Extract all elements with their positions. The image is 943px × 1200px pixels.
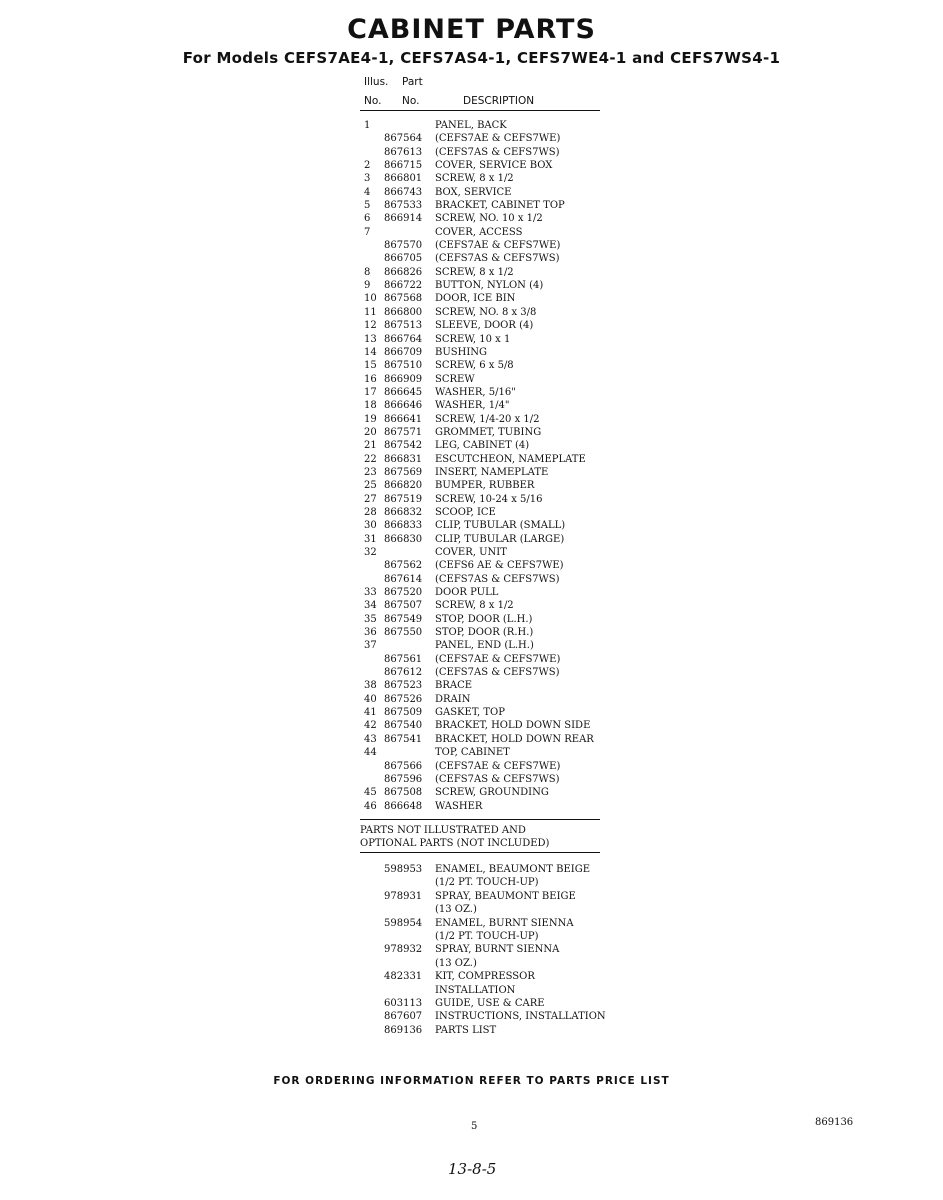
table-row (362, 747, 622, 760)
header-description: DESCRIPTION (463, 95, 535, 107)
illus-no: 41 (364, 707, 377, 719)
illus-no: 8 (364, 266, 371, 278)
part-no: 866641 (384, 413, 423, 425)
optional-row (362, 944, 642, 957)
part-no: 867561 (384, 653, 423, 665)
illus-no: 38 (364, 680, 377, 692)
table-row (362, 307, 622, 320)
table-row (362, 253, 622, 266)
part-description: ESCUTCHEON, NAMEPLATE (435, 453, 586, 465)
optional-heading-line: OPTIONAL PARTS (NOT INCLUDED) (360, 838, 550, 849)
table-row (362, 627, 622, 640)
part-no: 867571 (384, 426, 423, 438)
part-no: 867612 (384, 667, 423, 679)
illus-no: 36 (364, 627, 377, 639)
part-description: (1/2 PT. TOUCH-UP) (435, 930, 539, 942)
part-description: SPRAY, BURNT SIENNA (435, 944, 560, 956)
optional-row (362, 1025, 642, 1038)
illus-no: 35 (364, 613, 377, 625)
optional-heading-line: PARTS NOT ILLUSTRATED AND (360, 825, 526, 836)
table-row (362, 680, 622, 693)
table-row (362, 427, 622, 440)
part-description: TOP, CABINET (435, 747, 510, 759)
part-no: 867510 (384, 360, 423, 372)
part-description: (CEFS7AS & CEFS7WS) (435, 253, 560, 265)
part-no: 867614 (384, 573, 423, 585)
illus-no: 10 (364, 293, 377, 305)
optional-row (362, 971, 642, 984)
table-row (362, 320, 622, 333)
part-no: 866826 (384, 266, 423, 278)
part-description: COVER, SERVICE BOX (435, 160, 553, 172)
page-title: CABINET PARTS (347, 14, 596, 45)
part-no: 866764 (384, 333, 423, 345)
optional-row (362, 931, 642, 944)
optional-parts-list (362, 864, 642, 1038)
part-no: 598954 (384, 917, 423, 929)
part-description: WASHER (435, 800, 483, 812)
optional-row (362, 864, 642, 877)
table-row (362, 213, 622, 226)
illus-no: 21 (364, 440, 377, 452)
illus-no: 31 (364, 533, 377, 545)
part-no: 866909 (384, 373, 423, 385)
part-description: (CEFS7AS & CEFS7WS) (435, 573, 560, 585)
table-row (362, 520, 622, 533)
optional-rule (360, 852, 600, 853)
table-row (362, 707, 622, 720)
optional-row (362, 998, 642, 1011)
part-no: 482331 (384, 971, 423, 983)
illus-no: 33 (364, 587, 377, 599)
part-description: SCREW (435, 373, 475, 385)
part-description: INSTALLATION (435, 984, 516, 996)
table-row (362, 240, 622, 253)
table-row (362, 534, 622, 547)
page-number: 5 (471, 1121, 478, 1132)
part-description: BRACE (435, 680, 473, 692)
illus-no: 34 (364, 600, 377, 612)
part-description: (CEFS7AS & CEFS7WS) (435, 146, 560, 158)
part-description: SCREW, 10 x 1 (435, 333, 511, 345)
illus-no: 28 (364, 506, 377, 518)
document-number: 869136 (815, 1117, 854, 1128)
illus-no: 5 (364, 200, 371, 212)
optional-row (362, 891, 642, 904)
optional-row (362, 904, 642, 917)
table-row (362, 787, 622, 800)
illus-no: 45 (364, 787, 377, 799)
section-rule (360, 819, 600, 820)
part-description: INSERT, NAMEPLATE (435, 466, 549, 478)
part-description: SCREW, 6 x 5/8 (435, 360, 514, 372)
part-description: SPRAY, BEAUMONT BEIGE (435, 890, 576, 902)
table-row (362, 160, 622, 173)
part-description: GUIDE, USE & CARE (435, 997, 545, 1009)
table-row (362, 467, 622, 480)
table-row (362, 654, 622, 667)
table-row (362, 387, 622, 400)
part-no: 866743 (384, 186, 423, 198)
part-description: WASHER, 5/16" (435, 386, 516, 398)
table-row (362, 720, 622, 733)
part-description: ENAMEL, BURNT SIENNA (435, 917, 574, 929)
illus-no: 16 (364, 373, 377, 385)
part-no: 867568 (384, 293, 423, 305)
part-no: 866831 (384, 453, 423, 465)
part-no: 866648 (384, 800, 423, 812)
table-row (362, 360, 622, 373)
part-description: BUTTON, NYLON (4) (435, 280, 544, 292)
page-subtitle: For Models CEFS7AE4-1, CEFS7AS4-1, CEFS7WE4-1 and CEFS7WS4-1 (182, 49, 781, 67)
illus-no: 44 (364, 747, 377, 759)
part-description: SCREW, NO. 8 x 3/8 (435, 306, 537, 318)
part-no: 867541 (384, 733, 423, 745)
table-row (362, 600, 622, 613)
illus-no: 32 (364, 547, 377, 558)
part-description: KIT, COMPRESSOR (435, 971, 535, 983)
part-description: DRAIN (435, 693, 471, 705)
part-no: 867509 (384, 707, 423, 719)
part-no: 866709 (384, 346, 423, 358)
handwritten-note: 13-8-5 (448, 1160, 497, 1178)
part-no: 867519 (384, 493, 423, 505)
illus-no: 14 (364, 346, 377, 358)
part-description: BRACKET, CABINET TOP (435, 200, 565, 212)
part-description: BUSHING (435, 346, 488, 358)
table-row (362, 694, 622, 707)
part-description: BUMPER, RUBBER (435, 480, 535, 492)
illus-no: 9 (364, 280, 371, 292)
table-row (362, 293, 622, 306)
illus-no: 27 (364, 493, 377, 505)
part-no: 867562 (384, 560, 423, 572)
part-no: 866705 (384, 253, 423, 265)
table-row (362, 227, 622, 240)
table-row (362, 173, 622, 186)
part-description: DOOR, ICE BIN (435, 293, 516, 305)
part-no: 867520 (384, 587, 423, 599)
part-description: (CEFS7AE & CEFS7WE) (435, 133, 561, 145)
illus-no: 12 (364, 320, 377, 332)
part-no: 866914 (384, 213, 423, 225)
table-row (362, 267, 622, 280)
table-row (362, 147, 622, 160)
part-description: STOP, DOOR (R.H.) (435, 627, 534, 639)
parts-list (362, 120, 622, 814)
part-description: LEG, CABINET (4) (435, 440, 530, 452)
illus-no: 25 (364, 480, 377, 492)
part-no: 867542 (384, 440, 423, 452)
table-row (362, 761, 622, 774)
part-description: (CEFS7AE & CEFS7WE) (435, 760, 561, 772)
part-description: SCREW, GROUNDING (435, 787, 549, 799)
optional-heading (360, 824, 549, 850)
illus-no: 4 (364, 186, 371, 198)
table-row (362, 347, 622, 360)
part-no: 866645 (384, 386, 423, 398)
optional-row (362, 1011, 642, 1024)
part-description: SCREW, NO. 10 x 1/2 (435, 213, 543, 225)
table-row (362, 133, 622, 146)
header-no-illus: No. (364, 95, 382, 107)
illus-no: 19 (364, 413, 377, 425)
illus-no: 46 (364, 800, 377, 812)
illus-no: 6 (364, 213, 371, 225)
part-description: BRACKET, HOLD DOWN SIDE (435, 720, 591, 732)
optional-row (362, 877, 642, 890)
illus-no: 18 (364, 400, 377, 412)
illus-no: 30 (364, 520, 377, 532)
part-no: 978932 (384, 944, 423, 956)
part-description: (CEFS7AE & CEFS7WE) (435, 653, 561, 665)
part-no: 866800 (384, 306, 423, 318)
part-no: 866722 (384, 280, 423, 292)
part-description: SCREW, 8 x 1/2 (435, 173, 514, 185)
part-no: 867569 (384, 466, 423, 478)
table-row (362, 400, 622, 413)
table-row (362, 187, 622, 200)
header-illus: Illus. (364, 76, 389, 88)
table-row (362, 334, 622, 347)
illus-no: 22 (364, 453, 377, 465)
part-description: COVER, ACCESS (435, 226, 523, 238)
part-description: (13 OZ.) (435, 957, 477, 969)
part-no: 867508 (384, 787, 423, 799)
part-no: 603113 (384, 997, 423, 1009)
part-description: STOP, DOOR (L.H.) (435, 613, 533, 625)
part-description: (CEFS6 AE & CEFS7WE) (435, 560, 564, 572)
table-row (362, 734, 622, 747)
part-description: SCREW, 8 x 1/2 (435, 266, 514, 278)
part-no: 866833 (384, 520, 423, 532)
part-no: 867533 (384, 200, 423, 212)
part-description: GASKET, TOP (435, 707, 505, 719)
part-no: 867549 (384, 613, 423, 625)
part-no: 978931 (384, 890, 423, 902)
illus-no: 13 (364, 333, 377, 345)
part-description: SCREW, 1/4-20 x 1/2 (435, 413, 540, 425)
part-description: SCREW, 8 x 1/2 (435, 600, 514, 612)
part-no: 866801 (384, 173, 423, 185)
part-description: PANEL, END (L.H.) (435, 640, 534, 652)
table-row (362, 774, 622, 787)
optional-row (362, 918, 642, 931)
illus-no: 37 (364, 640, 377, 652)
table-row (362, 547, 622, 560)
table-row (362, 574, 622, 587)
part-description: ENAMEL, BEAUMONT BEIGE (435, 864, 591, 875)
table-row (362, 120, 622, 133)
part-no: 867566 (384, 760, 423, 772)
header-no-part: No. (402, 95, 420, 107)
header-part: Part (402, 76, 423, 88)
illus-no: 23 (364, 466, 377, 478)
part-no: 866832 (384, 506, 423, 518)
illus-no: 42 (364, 720, 377, 732)
table-row (362, 614, 622, 627)
part-no: 866715 (384, 160, 423, 172)
part-no: 867540 (384, 720, 423, 732)
illus-no: 20 (364, 426, 377, 438)
part-description: PARTS LIST (435, 1024, 497, 1036)
illus-no: 7 (364, 226, 371, 238)
part-no: 598953 (384, 864, 423, 875)
part-no: 867570 (384, 240, 423, 252)
illus-no: 3 (364, 173, 371, 185)
illus-no: 15 (364, 360, 377, 372)
part-no: 867550 (384, 627, 423, 639)
illus-no: 43 (364, 733, 377, 745)
table-row (362, 280, 622, 293)
part-description: WASHER, 1/4" (435, 400, 510, 412)
optional-row (362, 958, 642, 971)
part-no: 866820 (384, 480, 423, 492)
part-no: 866646 (384, 400, 423, 412)
table-row (362, 200, 622, 213)
part-no: 867596 (384, 773, 423, 785)
part-description: SLEEVE, DOOR (4) (435, 320, 534, 332)
table-row (362, 640, 622, 653)
part-no: 867564 (384, 133, 423, 145)
part-no: 867526 (384, 693, 423, 705)
table-row (362, 494, 622, 507)
part-no: 867507 (384, 600, 423, 612)
illus-no: 40 (364, 693, 377, 705)
optional-row (362, 985, 642, 998)
part-no: 867613 (384, 146, 423, 158)
table-row (362, 480, 622, 493)
part-description: BOX, SERVICE (435, 186, 512, 198)
table-row (362, 801, 622, 814)
part-no: 866830 (384, 533, 423, 545)
part-description: INSTRUCTIONS, INSTALLATION (435, 1011, 606, 1023)
illus-no: 1 (364, 120, 371, 131)
part-description: BRACKET, HOLD DOWN REAR (435, 733, 594, 745)
part-description: GROMMET, TUBING (435, 426, 542, 438)
illus-no: 11 (364, 306, 377, 318)
table-row (362, 560, 622, 573)
part-description: CLIP, TUBULAR (SMALL) (435, 520, 566, 532)
table-row (362, 507, 622, 520)
part-description: (13 OZ.) (435, 904, 477, 916)
part-no: 867523 (384, 680, 423, 692)
table-row (362, 454, 622, 467)
part-description: CLIP, TUBULAR (LARGE) (435, 533, 565, 545)
part-description: DOOR PULL (435, 587, 499, 599)
ordering-footer: FOR ORDERING INFORMATION REFER TO PARTS PRICE LIST (273, 1075, 670, 1087)
part-description: (CEFS7AS & CEFS7WS) (435, 773, 560, 785)
part-description: PANEL, BACK (435, 120, 507, 131)
header-rule (360, 110, 600, 111)
part-no: 867607 (384, 1011, 423, 1023)
table-row (362, 587, 622, 600)
part-description: SCREW, 10-24 x 5/16 (435, 493, 543, 505)
part-description: (CEFS7AS & CEFS7WS) (435, 667, 560, 679)
table-row (362, 414, 622, 427)
illus-no: 2 (364, 160, 371, 172)
part-no: 869136 (384, 1024, 423, 1036)
part-no: 867513 (384, 320, 423, 332)
table-row (362, 440, 622, 453)
part-description: COVER, UNIT (435, 547, 507, 558)
part-description: (CEFS7AE & CEFS7WE) (435, 240, 561, 252)
table-row (362, 374, 622, 387)
part-description: SCOOP, ICE (435, 506, 496, 518)
table-row (362, 667, 622, 680)
part-description: (1/2 PT. TOUCH-UP) (435, 877, 539, 889)
illus-no: 17 (364, 386, 377, 398)
